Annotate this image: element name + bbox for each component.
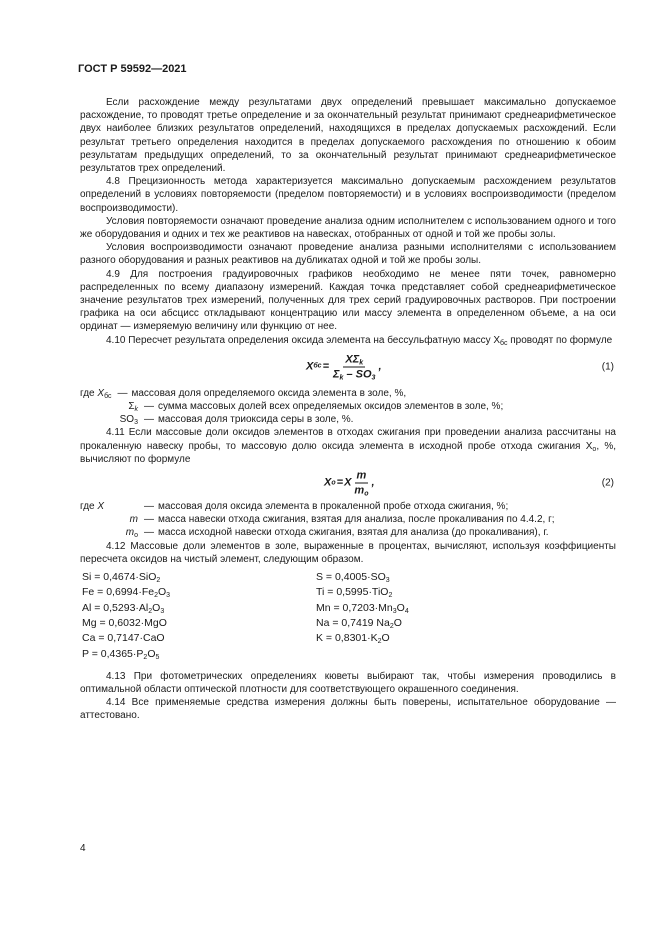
- page-number: 4: [80, 843, 86, 854]
- subscript: 2: [154, 592, 158, 600]
- subscript: о: [592, 445, 597, 453]
- denominator: [352, 484, 370, 497]
- denominator-text: m: [354, 484, 365, 497]
- coef-text: Fe = 0,6994·Fe: [82, 586, 155, 599]
- symbol: SO: [119, 414, 135, 426]
- legend-description: масса навески отхода сжигания, взятая для анализа, после прокаливания по 4.4.2, г;: [158, 514, 555, 526]
- denominator-text: – SO: [343, 368, 372, 381]
- coef-text: O: [152, 601, 161, 614]
- subscript: о: [364, 490, 369, 498]
- coef-text: Ca = 0,7147·CaO: [82, 632, 165, 645]
- dash: —: [117, 387, 128, 399]
- coef-text: Na = 0,7419 Na: [316, 616, 390, 629]
- formula-symbol: X: [306, 360, 314, 373]
- paragraph-text: 4.11 Если массовые доли оксидов элементов в отходах сжигания при проведении анализа рассчитаны на прокаленную навеску пробы, то массовую долю оксида элемента в исходной пробе отхода сжигания X: [80, 427, 616, 452]
- coef-text: K = 0,8301·K: [316, 632, 378, 645]
- fraction: [331, 353, 377, 380]
- subscript: k: [134, 406, 138, 414]
- dash: —: [144, 414, 154, 426]
- coef-text: O: [147, 647, 156, 660]
- subscript: 2: [388, 592, 393, 600]
- subscript: 3: [371, 374, 376, 382]
- denominator: [331, 367, 377, 380]
- subscript: k: [339, 374, 344, 382]
- paragraph: 4.8 Прецизионность метода характеризуется максимально допускаемым расхождением результатов определений в условиях повторяемости (пределом повторяемости) и в условиях воспроизводимости (пределом воспроизводимости).: [80, 176, 616, 214]
- numerator-text: XΣ: [345, 353, 360, 366]
- subscript: 2: [377, 638, 382, 646]
- coef-text: Mg = 0,6032·MgO: [82, 616, 167, 629]
- coefficient-mn: [316, 601, 516, 616]
- equation-number: (2): [601, 477, 614, 489]
- subscript: 5: [155, 653, 160, 661]
- legend-symbol: [80, 400, 144, 413]
- subscript: 2: [148, 607, 153, 615]
- paragraph: [80, 334, 616, 347]
- subscript: 2: [389, 622, 394, 630]
- subscript: 2: [156, 577, 161, 585]
- subscript: 3: [385, 577, 390, 585]
- legend-intro: где: [80, 387, 95, 399]
- formula-expression: X о = X $\frac{m}{m_о}$ ,: [324, 469, 375, 498]
- coef-text: Al = 0,5293·Al: [82, 601, 149, 614]
- legend-row: [80, 400, 616, 413]
- paragraph-text: , %, вычисляют по формуле: [80, 440, 617, 465]
- legend-row: [80, 413, 616, 426]
- legend-description: массовая доля определяемого оксида элемента в золе, %,: [131, 387, 407, 399]
- formula-2: [80, 466, 616, 500]
- subscript: 3: [392, 607, 397, 615]
- paragraph: [80, 426, 616, 466]
- formula-1-legend: [80, 387, 616, 427]
- legend-description: масса исходной навески отхода сжигания, взятая для анализа (до прокаливания), г.: [158, 527, 549, 539]
- page-header: [78, 63, 187, 75]
- legend-symbol: [80, 387, 118, 400]
- denominator-text: Σ: [333, 368, 340, 381]
- paragraph: Условия воспроизводимости означают проведение анализа разными исполнителями с использованием разного оборудования и разных реактивов на дубликатах одной и той же пробы золы.: [80, 242, 616, 267]
- coefficient-fe: [82, 585, 316, 600]
- formula-1: [80, 347, 616, 387]
- symbol: X: [97, 501, 105, 513]
- coef-text: O: [396, 601, 405, 614]
- subscript: k: [359, 359, 364, 367]
- coef-text: Mn = 0,7203·Mn: [316, 601, 393, 614]
- paragraph: 4.14 Все применяемые средства измерения должны быть поверены, испытательное оборудование — аттестовано.: [80, 697, 616, 722]
- legend-description: массовая доля триоксида серы в золе, %.: [158, 414, 354, 426]
- coefficient-s: [316, 570, 516, 585]
- legend-description: сумма массовых долей всех определяемых оксидов элементов в золе, %;: [158, 401, 504, 413]
- paragraph: 4.13 При фотометрических определениях кюветы выбирают так, чтобы измерения проводились в оптимальной области оптической плотности для соответствующего окрашенного соединения.: [80, 670, 616, 696]
- legend-symbol: [80, 513, 144, 526]
- subscript: 3: [134, 419, 138, 427]
- paragraph: Условия повторяемости означают проведение анализа одним исполнителем с использованием одного и того же оборудования и одних и тех же реактивов на навесках, отобранных от одной и той же пробы золы.: [80, 215, 616, 241]
- coef-text: O: [158, 586, 167, 599]
- subscript: 3: [160, 607, 165, 615]
- numerator: [343, 353, 365, 367]
- dash: —: [144, 514, 154, 526]
- subscript: 4: [404, 607, 409, 615]
- symbol: X: [97, 387, 105, 399]
- legend-row: [80, 500, 616, 513]
- document-body: [80, 96, 616, 723]
- legend-intro: где: [80, 501, 95, 513]
- standard-id: ГОСТ Р 59592—2021: [78, 63, 187, 75]
- coefficient-k: [316, 631, 516, 646]
- legend-description: массовая доля оксида элемента в прокаленной пробе отхода сжигания, %;: [158, 501, 509, 513]
- paragraph: 4.9 Для построения градуировочных графиков необходимо не менее пяти точек, равномерно распределенных по всему диапазону измерений. Каждая точка представляет собой среднеарифметическое значение результатов трех измерений, полученных для трех серий градуировочных растворов. При построении графика на оси абсцисс откладывают концентрацию или массу элемента в определенном объеме, а на оси ординат — измеряемую величину или функцию от нее.: [80, 268, 616, 333]
- equals-sign: =: [322, 360, 330, 373]
- coefficient-list: [80, 570, 616, 662]
- symbol: m: [125, 527, 135, 539]
- paragraph-text: 4.10 Пересчет результата определения оксида элемента на бессульфатную массу X: [106, 334, 501, 346]
- subscript: бс: [104, 392, 112, 400]
- formula-symbol: X: [324, 476, 332, 489]
- coefficient-p: [82, 647, 316, 662]
- coef-text: Ti = 0,5995·TiO: [316, 586, 389, 599]
- dash: —: [144, 501, 154, 513]
- dash: —: [144, 527, 154, 539]
- coef-text: P = 0,4365·P: [82, 647, 144, 660]
- legend-symbol: [80, 413, 144, 426]
- subscript: бс: [500, 339, 508, 347]
- legend-row: [80, 513, 616, 526]
- symbol: Σ: [128, 401, 135, 413]
- punctuation: ,: [378, 360, 382, 373]
- formula-symbol: X: [344, 476, 352, 489]
- coefficient-mg: [82, 616, 316, 631]
- subscript: о: [134, 532, 138, 540]
- symbol: m: [129, 514, 138, 526]
- formula-expression: X бс = $\frac{X\Sigma_k}{\Sigma_k - SO_3}$ ,: [306, 353, 382, 382]
- subscript: 2: [143, 653, 148, 661]
- punctuation: ,: [371, 476, 375, 489]
- paragraph: Если расхождение между результатами двух определений превышает максимально допускаемое расхождение, то проводят третье определение и за окончательный результат принимают среднеарифметическое двух наиболее близких результатов определений, находящихся в пределах допускаемых расхождений. Если результат третьего определения находится в пределах допускаемого расхождения по отношению к обоим результатам предыдущих определений, то за окончательный результат принимают среднеарифметическое результатов трех определений.: [80, 97, 616, 175]
- paragraph: 4.12 Массовые доли элементов в золе, выраженные в процентах, вычисляют, используя коэффициенты пересчета оксидов на чистый элемент, следующим образом.: [80, 540, 616, 565]
- dash: —: [144, 401, 154, 413]
- coefficient-ca: [82, 631, 316, 646]
- coefficient-al: [82, 601, 316, 616]
- coef-text: O: [381, 632, 390, 645]
- equals-sign: =: [336, 476, 344, 489]
- subscript: 3: [166, 592, 171, 600]
- legend-symbol: [80, 500, 144, 513]
- equation-number: (1): [601, 361, 614, 373]
- coefficient-na: [316, 616, 516, 631]
- coef-text: Si = 0,4674·SiO: [82, 571, 157, 584]
- formula-2-legend: [80, 500, 616, 540]
- legend-row: [80, 387, 616, 400]
- legend-symbol: [80, 526, 144, 539]
- coef-text: S = 0,4005·SO: [316, 571, 386, 584]
- legend-row: [80, 526, 616, 539]
- coef-text: O: [393, 616, 402, 629]
- paragraph-text: проводят по формуле: [507, 334, 613, 346]
- numerator: m: [356, 469, 367, 482]
- coefficient-si: [82, 570, 316, 585]
- fraction: [352, 470, 370, 497]
- coefficient-ti: [316, 585, 516, 600]
